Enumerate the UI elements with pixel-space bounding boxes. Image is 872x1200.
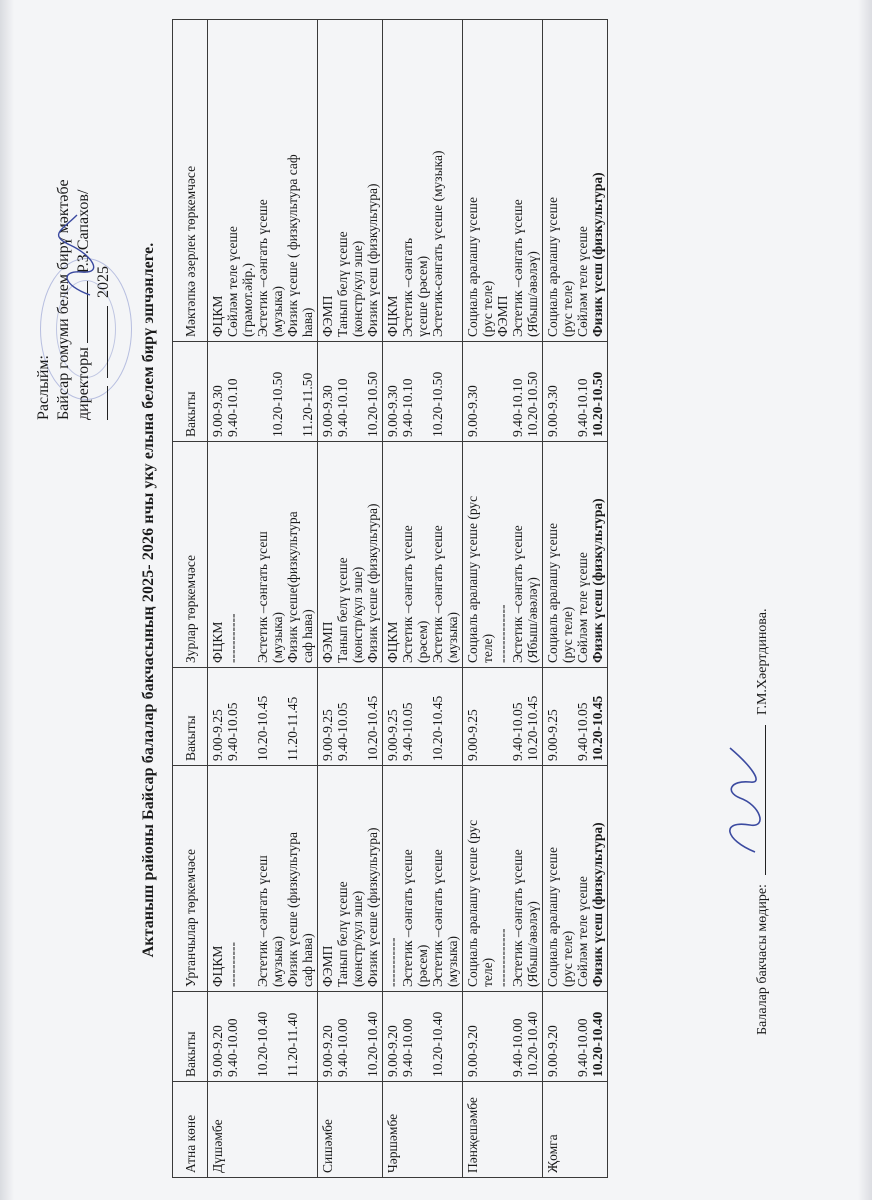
time-middle-line: 9.00-9.20 <box>385 1025 400 1077</box>
subjects-middle-cell <box>318 766 383 992</box>
table-row <box>543 20 608 1178</box>
time-middle-line: 10.20-10.40 <box>255 1011 270 1077</box>
subjects-senior-line: Эстетик –сәнгать үсеше <box>400 525 415 663</box>
time-senior-line <box>560 672 575 761</box>
subjects-middle-line: (Ябыш/әвәләү) <box>525 901 540 987</box>
subjects-senior-cell <box>208 442 318 668</box>
subjects-prep-line: Сөйләм теле үсеше <box>575 226 590 337</box>
subjects-prep-line: (констр/кул эше) <box>350 240 365 337</box>
subjects-senior-line: ----------- <box>225 613 240 663</box>
time-senior-line: 10.20-10.45 <box>525 695 540 761</box>
time-senior-line: 9.00-9.25 <box>210 709 225 761</box>
time-senior-line <box>270 672 285 761</box>
subjects-prep-line: (грамот.әйр.) <box>240 263 255 337</box>
time-prep-line <box>285 346 300 437</box>
time-prep-cell <box>318 342 383 442</box>
time-prep-line: 9.00-9.30 <box>320 385 335 437</box>
time-prep-line: 9.00-9.30 <box>385 385 400 437</box>
day-cell: Дүшәмбе <box>208 1082 318 1178</box>
time-prep-line: 10.20-10.50 <box>270 371 285 437</box>
subjects-senior-cell <box>543 442 608 668</box>
time-senior-cell <box>208 668 318 766</box>
time-senior-line: 9.40-10.05 <box>335 702 350 761</box>
time-middle-line: 9.00-9.20 <box>465 1025 480 1077</box>
time-prep-cell <box>463 342 543 442</box>
subjects-middle-line: Эстетик –сәнгать үсеше <box>510 849 525 987</box>
time-middle-line: 9.40-10.00 <box>510 1018 525 1077</box>
subjects-prep-line: Эстетик-сәнгать үсеше (музыка) <box>430 150 445 337</box>
subjects-prep-line: Сөйләм теле үсеше <box>225 226 240 337</box>
subjects-senior-line <box>240 446 255 663</box>
time-prep-line <box>240 346 255 437</box>
subjects-senior-line: Социаль аралашу үсеше <box>545 523 560 663</box>
time-prep-line: 9.00-9.30 <box>210 385 225 437</box>
head-signature-icon <box>710 740 780 860</box>
time-middle-line <box>240 996 255 1077</box>
time-prep-line: 9.40-10.10 <box>575 378 590 437</box>
subjects-middle-line: Физик үсеше (физкультура <box>285 832 300 987</box>
time-senior-line: 9.00-9.25 <box>465 709 480 761</box>
time-prep-line: 10.20-10.50 <box>365 371 380 437</box>
time-middle-line <box>560 996 575 1077</box>
time-middle-cell <box>208 992 318 1082</box>
time-senior-line <box>240 672 255 761</box>
subjects-senior-line: Эстетик –сәнгать үсеш <box>255 531 270 663</box>
header-day: Атна көне <box>173 1082 208 1178</box>
schedule-table <box>172 19 608 1178</box>
subjects-senior-line: теле) <box>480 633 495 663</box>
approval-name: Р.З.Сапахов/ <box>75 189 92 274</box>
subjects-senior-line: (Ябыш/әвәләү) <box>525 577 540 663</box>
approval-position: директоры <box>75 347 92 420</box>
time-prep-line: 11.20-11.50 <box>300 372 315 437</box>
subjects-middle-line: (рус теле) <box>560 930 575 987</box>
subjects-middle-line: саф һава) <box>300 933 315 987</box>
subjects-middle-line: (музыка) <box>445 935 460 987</box>
time-prep-line: 10.20-10.50 <box>430 371 445 437</box>
approval-label: Раслыйм: <box>35 355 52 420</box>
time-prep-line: 9.40-10.10 <box>400 378 415 437</box>
time-senior-line: 9.00-9.25 <box>385 709 400 761</box>
footer-label: Балалар бакчасы мөдире: <box>755 884 770 1035</box>
subjects-prep-line: Эстетик –сәнгать үсеше <box>510 199 525 337</box>
day-cell: Сишәмбе <box>318 1082 383 1178</box>
header-time-middle: Вакыты <box>173 992 208 1082</box>
subjects-middle-line: ------------- <box>495 928 510 987</box>
subjects-middle-line: (музыка) <box>270 935 285 987</box>
subjects-prep-line: ФЦКМ <box>385 295 400 337</box>
table-row <box>463 20 543 1178</box>
time-prep-line <box>560 346 575 437</box>
time-middle-line: 10.20-10.40 <box>590 1011 605 1077</box>
subjects-senior-line: ФЦКМ <box>385 621 400 663</box>
time-senior-line: 9.40-10.05 <box>575 702 590 761</box>
subjects-prep-line: һава) <box>300 307 315 337</box>
time-middle-line: 9.00-9.20 <box>545 1025 560 1077</box>
day-cell: Пәнҗешәмбе <box>463 1082 543 1178</box>
subjects-prep-line: Эстетик –сәнгать үсеше <box>255 199 270 337</box>
subjects-senior-line: Физик үсеш (физкультура) <box>590 498 605 663</box>
subjects-prep-cell <box>463 20 543 342</box>
time-senior-line: 10.20-10.45 <box>430 695 445 761</box>
subjects-middle-cell <box>463 766 543 992</box>
subjects-middle-line: Сөйләм теле үсеше <box>575 876 590 987</box>
time-middle-line: 10.20-10.40 <box>430 1011 445 1077</box>
time-middle-cell <box>463 992 543 1082</box>
time-senior-line: 9.00-9.25 <box>320 709 335 761</box>
time-middle-cell <box>543 992 608 1082</box>
subjects-prep-line: Физик үсеш (физкультура) <box>590 172 605 337</box>
subjects-prep-cell <box>383 20 463 342</box>
subjects-senior-line: (музыка) <box>270 611 285 663</box>
time-senior-cell <box>318 668 383 766</box>
footer-name: Г.М.Хәертдинова. <box>755 608 770 716</box>
subjects-middle-line: (рәсем) <box>415 944 430 987</box>
approval-year: 2025 <box>95 266 112 298</box>
time-prep-line: 9.40-10.10 <box>335 378 350 437</box>
subjects-senior-line: Танып белү үсеше <box>335 557 350 663</box>
header-prep-group: Мәктәпкә әзерлек төркемчәсе <box>173 20 208 342</box>
time-prep-line: 10.20-10.50 <box>590 371 605 437</box>
subjects-senior-line: (рус теле) <box>560 606 575 663</box>
subjects-prep-line: үсеше (рәсем) <box>415 255 430 337</box>
time-middle-line: 11.20-11.40 <box>285 1012 300 1077</box>
header-time-prep: Вакыты <box>173 342 208 442</box>
time-prep-line: 10.20-10.50 <box>525 371 540 437</box>
subjects-senior-line: Эстетик –сәнгать үсеше <box>430 525 445 663</box>
time-prep-line <box>415 346 430 437</box>
subjects-prep-cell <box>543 20 608 342</box>
time-middle-line: 9.40-10.00 <box>575 1018 590 1077</box>
time-senior-line: 10.20-10.45 <box>590 695 605 761</box>
time-middle-line <box>415 996 430 1077</box>
time-senior-line <box>415 672 430 761</box>
subjects-senior-line: ------------- <box>495 604 510 663</box>
time-senior-line: 10.20-10.45 <box>365 695 380 761</box>
time-prep-line: 9.40-10.10 <box>510 378 525 437</box>
subjects-senior-line: Эстетик –сәнгать үсеше <box>510 525 525 663</box>
time-middle-line: 9.00-9.20 <box>210 1025 225 1077</box>
subjects-senior-line: саф һава) <box>300 609 315 663</box>
subjects-prep-line: (музыка) <box>270 285 285 337</box>
subjects-prep-line: Эстетик –сәнгать <box>400 237 415 337</box>
date-month-line <box>107 306 108 378</box>
director-signature-icon <box>52 210 102 300</box>
subjects-prep-line: (Ябыш/әвәләү) <box>525 251 540 337</box>
subjects-prep-line: ФЭМП <box>320 295 335 337</box>
subjects-prep-line: ФЭМП <box>495 295 510 337</box>
subjects-prep-line: Физик үсеше ( физкультура саф <box>285 154 300 337</box>
time-middle-line: 10.20-10.40 <box>365 1011 380 1077</box>
subjects-prep-line: Танып белү үсеше <box>335 231 350 337</box>
time-prep-cell <box>543 342 608 442</box>
time-senior-line: 10.20-10.45 <box>255 695 270 761</box>
time-middle-cell <box>318 992 383 1082</box>
subjects-middle-line: Физик үсеш (физкультура) <box>590 822 605 987</box>
subjects-senior-line: (музыка) <box>445 611 460 663</box>
subjects-senior-line: ФЭМП <box>320 621 335 663</box>
subjects-senior-line: Физик үсеше(физкультура <box>285 511 300 663</box>
date-day-line <box>107 386 108 420</box>
subjects-senior-cell <box>383 442 463 668</box>
day-cell: Чәршәмбе <box>383 1082 463 1178</box>
subjects-senior-cell <box>318 442 383 668</box>
time-middle-line: 9.00-9.20 <box>320 1025 335 1077</box>
subjects-prep-line: Социаль аралашу үсеше <box>465 197 480 337</box>
time-middle-cell <box>383 992 463 1082</box>
subjects-middle-line: Танып белү үсеше <box>335 881 350 987</box>
time-prep-cell <box>208 342 318 442</box>
table-row <box>383 20 463 1178</box>
time-senior-line: 9.40-10.05 <box>225 702 240 761</box>
time-senior-cell <box>543 668 608 766</box>
table-header-row <box>173 20 208 1178</box>
subjects-prep-cell <box>318 20 383 342</box>
subjects-middle-cell <box>383 766 463 992</box>
subjects-middle-line: Эстетик –сәнгать үсеше <box>430 849 445 987</box>
time-middle-line <box>495 996 510 1077</box>
subjects-prep-line: ФЦКМ <box>210 295 225 337</box>
time-senior-line: 9.00-9.25 <box>545 709 560 761</box>
header-senior-group: Зурлар төркемчәсе <box>173 442 208 668</box>
subjects-middle-line: Эстетик –сәнгать үсеше <box>400 849 415 987</box>
time-senior-cell <box>463 668 543 766</box>
subjects-senior-line: ФЦКМ <box>210 621 225 663</box>
subjects-middle-line: ---------- <box>225 942 240 987</box>
time-prep-cell <box>383 342 463 442</box>
subjects-prep-line: (рус теле) <box>560 280 575 337</box>
table-row <box>208 20 318 1178</box>
time-prep-line: 9.00-9.30 <box>465 385 480 437</box>
subjects-prep-cell <box>208 20 318 342</box>
subjects-prep-line: (рус теле) <box>480 280 495 337</box>
time-senior-line: 11.20-11.45 <box>285 696 300 761</box>
time-middle-line: 9.40-10.00 <box>335 1018 350 1077</box>
time-senior-line: 9.40-10.05 <box>510 702 525 761</box>
time-senior-line: 9.40-10.05 <box>400 702 415 761</box>
subjects-middle-line <box>240 770 255 987</box>
subjects-middle-cell <box>208 766 318 992</box>
subjects-middle-line: ----------- <box>385 937 400 987</box>
day-cell: Җомга <box>543 1082 608 1178</box>
subjects-middle-line: (констр/кул эше) <box>350 890 365 987</box>
time-middle-line <box>270 996 285 1077</box>
subjects-middle-line: ФЦКМ <box>210 945 225 987</box>
subjects-middle-line: Физик үсеше (физкультура) <box>365 827 380 987</box>
time-prep-line: 9.00-9.30 <box>545 385 560 437</box>
subjects-middle-line: Социаль аралашу үсеше (рус <box>465 819 480 987</box>
subjects-senior-line: Сөйләм теле үсеше <box>575 552 590 663</box>
time-middle-line <box>480 996 495 1077</box>
header-time-senior: Вакыты <box>173 668 208 766</box>
subjects-prep-line: Социаль аралашу үсеше <box>545 197 560 337</box>
time-prep-line <box>495 346 510 437</box>
subjects-prep-line: Физик үсеш (физкультура) <box>365 183 380 337</box>
subjects-middle-cell <box>543 766 608 992</box>
subjects-senior-line: (констр/кул эше) <box>350 566 365 663</box>
subjects-senior-cell <box>463 442 543 668</box>
subjects-middle-line: Социаль аралашу үсеше <box>545 847 560 987</box>
time-senior-line <box>480 672 495 761</box>
subjects-middle-line: теле) <box>480 957 495 987</box>
page-title: Актаныш районы Байсар балалар бакчасының 2025- 2026 нчы уку елына белем бирү эшчәнлеге. <box>140 242 157 958</box>
time-senior-cell <box>383 668 463 766</box>
subjects-senior-line: Социаль аралашу үсеше (рус <box>465 495 480 663</box>
time-middle-line: 10.20-10.40 <box>525 1011 540 1077</box>
time-senior-line <box>495 672 510 761</box>
time-middle-line <box>350 996 365 1077</box>
time-middle-line: 9.40-10.00 <box>225 1018 240 1077</box>
subjects-middle-line: ФЭМП <box>320 945 335 987</box>
table-row <box>318 20 383 1178</box>
time-senior-line <box>350 672 365 761</box>
time-prep-line <box>480 346 495 437</box>
time-prep-line <box>350 346 365 437</box>
time-middle-line: 9.40-10.00 <box>400 1018 415 1077</box>
subjects-senior-line: (рәсем) <box>415 620 430 663</box>
subjects-middle-line: Эстетик –сәнгать үсеш <box>255 855 270 987</box>
time-prep-line: 9.40-10.10 <box>225 378 240 437</box>
approval-org: Байсар гомуми белем бирү мәктәбе <box>55 179 72 420</box>
time-prep-line <box>255 346 270 437</box>
subjects-senior-line: Физик үсеше (физкультура) <box>365 503 380 663</box>
header-middle-group: Уртанчылар төркемчәсе <box>173 766 208 992</box>
